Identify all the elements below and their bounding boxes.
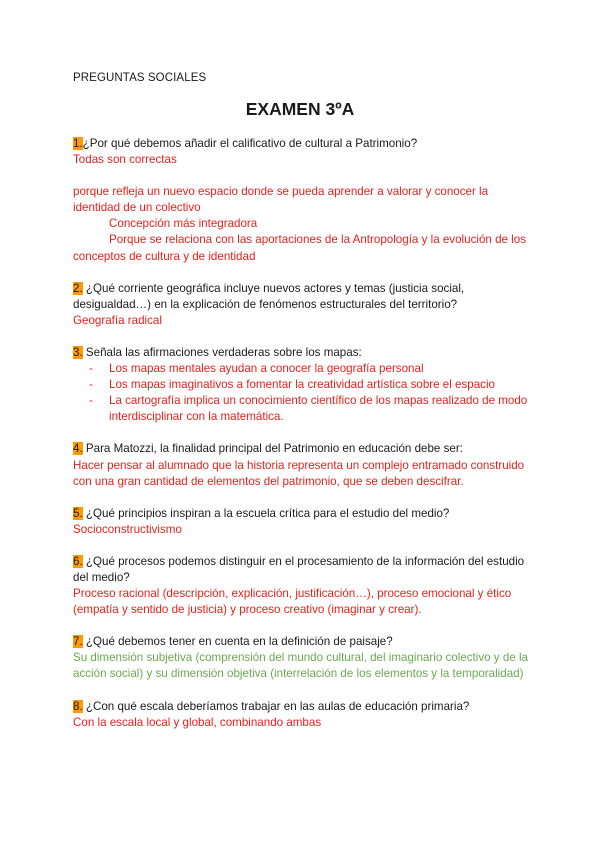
- answer-1: Todas son correctas: [73, 153, 177, 167]
- question-text: ¿Qué debemos tener en cuenta en la definición de paisaje?: [82, 635, 393, 649]
- question-number: 8.: [73, 699, 83, 713]
- question-number: 5.: [73, 506, 83, 520]
- exam-title: EXAMEN 3ºA: [245, 99, 355, 119]
- question-6: [73, 554, 533, 586]
- answer-1-extra: porque refleja un nuevo espacio donde se pueda aprender a valorar y conocer la identidad de un colectivo: [73, 185, 489, 215]
- answer-6: Proceso racional (descripción, explicación, justificación…), proceso emocional y ético (empatía y sentido de justicia) y proceso creativo (imaginar y crear).: [73, 587, 512, 617]
- answer-3-list: [73, 361, 533, 425]
- answer-2: Geografía radical: [73, 313, 162, 327]
- question-number: 1.: [73, 137, 83, 150]
- question-text: ¿Qué principios inspiran a la escuela crítica para el estudio del medio?: [82, 506, 450, 520]
- question-text: ¿Qué procesos podemos distinguir en el procesamiento de la información del estudio del medio?: [73, 554, 525, 584]
- question-5: [73, 506, 533, 522]
- document-header: PREGUNTAS SOCIALES: [73, 72, 207, 84]
- question-1: [73, 136, 533, 152]
- question-text: Señala las afirmaciones verdaderas sobre los mapas:: [82, 345, 362, 359]
- list-item: - Los mapas mentales ayudan a conocer la geografía personal: [73, 361, 533, 377]
- question-3: [73, 345, 533, 361]
- question-number: 6.: [73, 554, 83, 568]
- question-2: [73, 281, 533, 313]
- answer-7: Su dimensión subjetiva (comprensión del mundo cultural, del imaginario colectivo y de la acción social) y su dimensión objetiva (interrelación de los elementos y la temporalidad): [73, 651, 528, 681]
- answer-4: Hacer pensar al alumnado que la historia representa un complejo entramado construido con una gran cantidad de elementos del patrimonio, que se deben descifrar.: [73, 458, 525, 488]
- question-number: 7.: [73, 635, 83, 649]
- question-text: Para Matozzi, la finalidad principal del Patrimonio en educación debe ser:: [82, 442, 463, 456]
- question-number: 4.: [73, 442, 83, 456]
- answer-5: Socioconstructivismo: [73, 522, 182, 536]
- question-text: ¿Qué corriente geográfica incluye nuevos actores y temas (justicia social, desigualdad…) en la explicación de fenómenos estructurales del territorio?: [73, 281, 465, 311]
- question-text: ¿Por qué debemos añadir el calificativo de cultural a Patrimonio?: [82, 137, 418, 150]
- exam-content: [73, 136, 533, 731]
- question-number: 2.: [73, 281, 83, 295]
- question-text: ¿Con qué escala deberíamos trabajar en las aulas de educación primaria?: [82, 699, 470, 713]
- question-8: [73, 699, 533, 715]
- list-item: - Los mapas imaginativos a fomentar la creatividad artística sobre el espacio: [73, 377, 533, 393]
- answer-1-indent-a: Concepción más integradora: [109, 217, 258, 231]
- question-7: [73, 634, 533, 650]
- question-number: 3.: [73, 345, 83, 359]
- answer-1-indent-b: Porque se relaciona con las aportaciones de la Antropología y la evolución de los conceptos de cultura y de identidad: [73, 233, 527, 263]
- answer-8: Con la escala local y global, combinando ambas: [73, 715, 322, 729]
- question-4: [73, 441, 533, 457]
- list-item: - La cartografía implica un conocimiento científico de los mapas realizado de modo interdisciplinar con la matemática.: [73, 393, 533, 425]
